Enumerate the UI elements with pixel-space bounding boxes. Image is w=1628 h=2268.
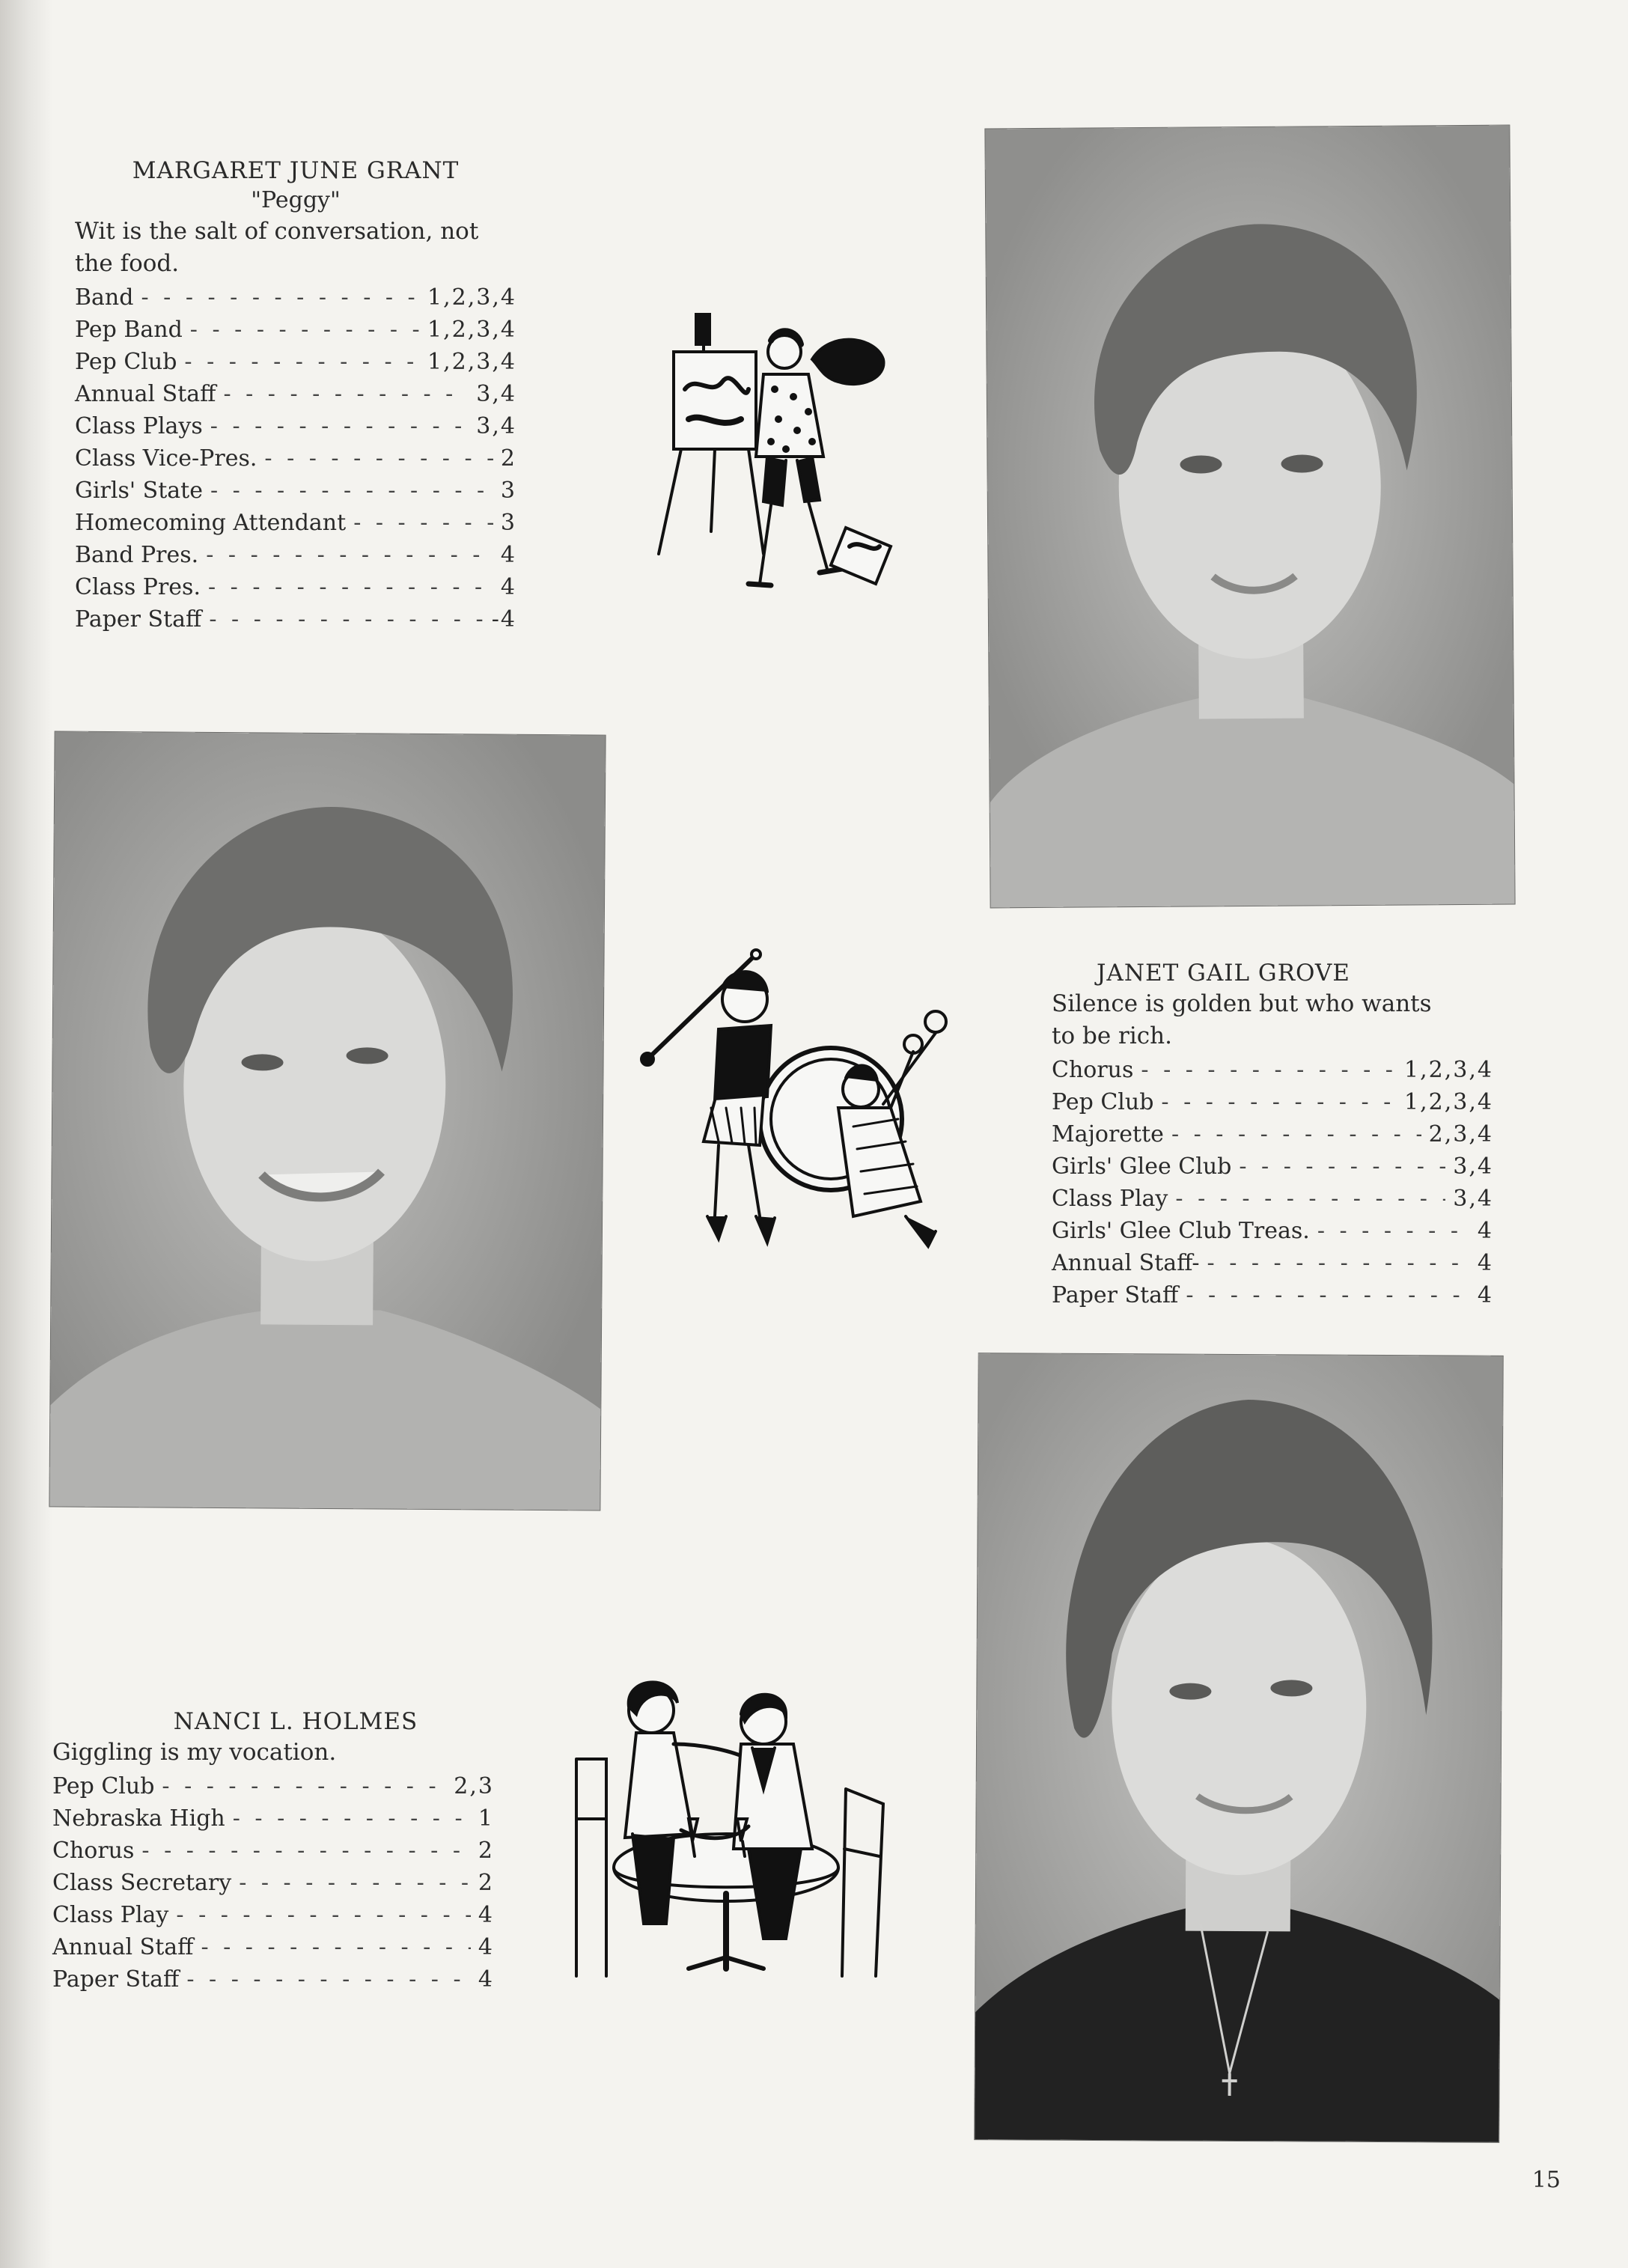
activity-row	[52, 1802, 494, 1835]
activity-label: Annual Staff	[52, 1934, 194, 1960]
activity-years: 4	[500, 542, 516, 568]
activity-label: Paper Staff	[75, 606, 202, 632]
activity-row	[1052, 1118, 1493, 1150]
activity-years: 4	[1477, 1218, 1493, 1244]
activity-years: 1,2,3,4	[427, 317, 516, 343]
activity-label: Majorette	[1052, 1121, 1164, 1147]
activity-label: Pep Band	[75, 317, 183, 343]
student-name: MARGARET JUNE GRANT	[132, 157, 460, 184]
activity-row	[52, 1835, 494, 1867]
student-quote-line: Wit is the salt of conversation, not	[75, 218, 479, 245]
activity-label: Pep Club	[52, 1773, 155, 1799]
activity-years: 2	[500, 445, 516, 472]
student-bio-grant	[75, 156, 516, 635]
activity-years: 3,4	[1453, 1153, 1493, 1180]
activity-row	[75, 281, 516, 314]
student-quote-line: Silence is golden but who wants	[1052, 990, 1432, 1017]
activity-list	[52, 1770, 494, 1996]
activity-years: 3,4	[476, 413, 516, 439]
student-bio-holmes	[52, 1707, 494, 1996]
activity-label: Band	[75, 284, 134, 311]
painter-clipart	[651, 307, 898, 599]
soda-fountain-couple-clipart	[561, 1669, 891, 1991]
activity-row	[52, 1931, 494, 1963]
activity-years: 4	[478, 1934, 494, 1960]
activity-row	[75, 475, 516, 507]
activity-label: Annual Staff	[75, 381, 216, 407]
activity-row	[1052, 1215, 1493, 1247]
activity-years: 4	[478, 1966, 494, 1993]
activity-row	[1052, 1054, 1493, 1086]
activity-row	[75, 314, 516, 346]
activity-label: Pep Club	[1052, 1089, 1154, 1115]
activity-label: Paper Staff	[52, 1966, 180, 1993]
activity-years: 3,4	[476, 381, 516, 407]
activity-row	[75, 539, 516, 571]
activity-list	[1052, 1054, 1493, 1311]
activity-row	[75, 378, 516, 410]
activity-row	[75, 507, 516, 539]
activity-label: Nebraska High	[52, 1805, 225, 1832]
activity-row	[1052, 1183, 1493, 1215]
page-number: 15	[1531, 2167, 1561, 2193]
activity-list	[75, 281, 516, 635]
activity-row	[52, 1770, 494, 1802]
activity-years: 2,3	[454, 1773, 494, 1799]
student-name: JANET GAIL GROVE	[1097, 960, 1350, 987]
activity-years: 3	[500, 510, 516, 536]
activity-label: Class Plays	[75, 413, 203, 439]
activity-row	[1052, 1150, 1493, 1183]
activity-years: 4	[500, 574, 516, 600]
activity-years: 2,3,4	[1428, 1121, 1493, 1147]
activity-years: 3	[500, 478, 516, 504]
activity-label: Class Play	[52, 1902, 169, 1928]
student-portrait-photo	[985, 126, 1514, 908]
activity-years: 2	[478, 1838, 494, 1864]
activity-row	[1052, 1279, 1493, 1311]
activity-row	[1052, 1086, 1493, 1118]
student-quote-line: the food.	[75, 250, 180, 277]
activity-row	[75, 410, 516, 442]
activity-years: 1,2,3,4	[1404, 1057, 1493, 1083]
activity-label: Band Pres.	[75, 542, 199, 568]
activity-years: 1,2,3,4	[427, 349, 516, 375]
activity-row	[52, 1867, 494, 1899]
activity-label: Chorus	[52, 1838, 135, 1864]
activity-row	[1052, 1247, 1493, 1279]
activity-row	[75, 442, 516, 475]
student-portrait-photo	[975, 1353, 1502, 2142]
activity-label: Class Play	[1052, 1186, 1168, 1212]
activity-label: Annual Staff-	[1052, 1250, 1200, 1276]
activity-label: Girls' Glee Club Treas.	[1052, 1218, 1310, 1244]
student-bio-grove	[1052, 958, 1493, 1311]
activity-label: Girls' State	[75, 478, 203, 504]
student-quote-line: Giggling is my vocation.	[52, 1739, 337, 1766]
activity-label: Paper Staff	[1052, 1282, 1179, 1308]
activity-years: 4	[1477, 1250, 1493, 1276]
activity-label: Pep Club	[75, 349, 177, 375]
activity-years: 3,4	[1453, 1186, 1493, 1212]
activity-label: Class Pres.	[75, 574, 201, 600]
activity-years: 1,2,3,4	[1404, 1089, 1493, 1115]
activity-label: Class Secretary	[52, 1870, 232, 1896]
activity-years: 4	[1477, 1282, 1493, 1308]
activity-label: Girls' Glee Club	[1052, 1153, 1232, 1180]
activity-label: Chorus	[1052, 1057, 1134, 1083]
activity-years: 1,2,3,4	[427, 284, 516, 311]
activity-years: -4	[491, 606, 516, 632]
activity-row	[75, 603, 516, 635]
activity-years: 4	[478, 1902, 494, 1928]
book-spine-shadow	[0, 0, 52, 2268]
activity-row	[52, 1963, 494, 1996]
activity-row	[75, 346, 516, 378]
activity-label: Class Vice-Pres.	[75, 445, 257, 472]
student-name: NANCI L. HOLMES	[173, 1708, 418, 1735]
activity-years: 1	[478, 1805, 494, 1832]
activity-years: 2	[478, 1870, 494, 1896]
majorette-drummer-clipart	[636, 947, 951, 1261]
student-portrait-photo	[49, 731, 605, 1510]
activity-label: Homecoming Attendant	[75, 510, 347, 536]
activity-row	[52, 1899, 494, 1931]
student-quote-line: to be rich.	[1052, 1022, 1172, 1049]
activity-row	[75, 571, 516, 603]
student-nickname: "Peggy"	[251, 187, 341, 213]
